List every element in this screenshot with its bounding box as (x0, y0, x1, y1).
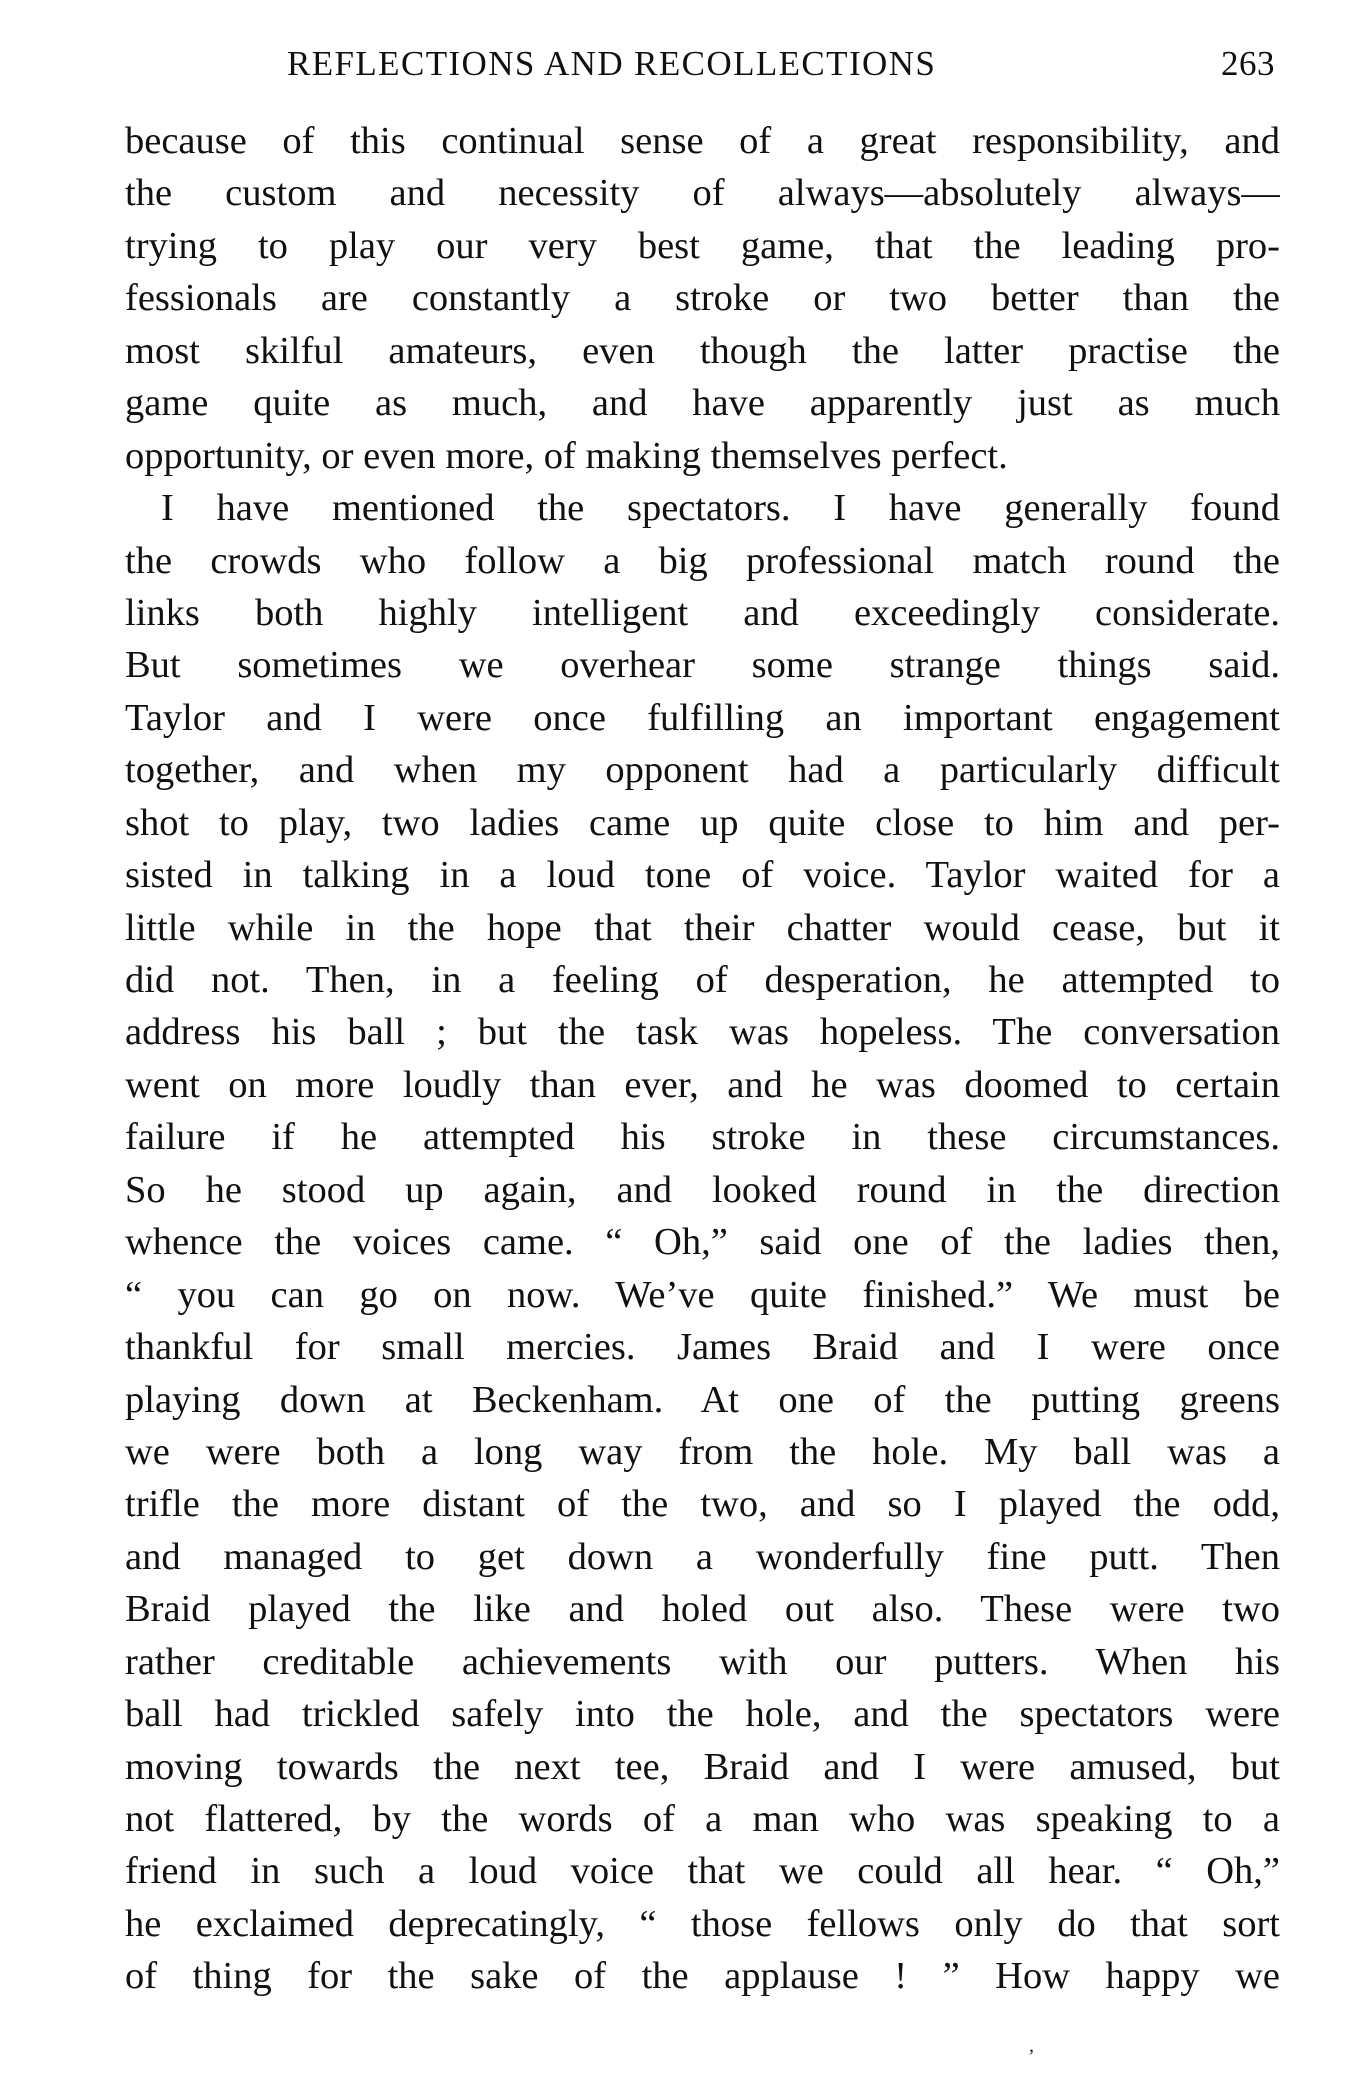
body-text (125, 115, 1280, 2003)
text-line: the custom and necessity of always—absolutely always— (125, 172, 1280, 215)
text-line: game quite as much, and have apparently just as much (125, 382, 1280, 425)
text-line: and managed to get down a wonderfully fine putt. Then (125, 1535, 1280, 1578)
text-line: not flattered, by the words of a man who was speaking to a (125, 1798, 1280, 1840)
text-line: I have mentioned the spectators. I have generally found (161, 487, 1280, 530)
running-title: REFLECTIONS AND RECOLLECTIONS (287, 44, 937, 83)
text-line: address his ball ; but the task was hopeless. The conversation (125, 1011, 1280, 1054)
page-header (125, 44, 1275, 92)
text-line: he exclaimed deprecatingly, “ those fellows only do that sort (125, 1902, 1280, 1945)
text-line: because of this continual sense of a great responsibility, and (125, 120, 1280, 162)
text-line: the crowds who follow a big professional match round the (125, 539, 1280, 582)
text-line: Taylor and I were once fulfilling an important engagement (125, 696, 1280, 739)
footer-mark: ʼ (1028, 2046, 1035, 2068)
text-line: “ you can go on now. We’ve quite finished.” We must be (125, 1273, 1280, 1316)
text-line: moving towards the next tee, Braid and I were amused, but (125, 1745, 1280, 1788)
text-line: failure if he attempted his stroke in these circumstances. (125, 1116, 1280, 1159)
text-line: whence the voices came. “ Oh,” said one of the ladies then, (125, 1221, 1280, 1264)
text-line: trifle the more distant of the two, and so I played the odd, (125, 1483, 1280, 1526)
text-line: links both highly intelligent and exceedingly considerate. (125, 591, 1280, 634)
text-line: sisted in talking in a loud tone of voice. Taylor waited for a (125, 854, 1280, 897)
text-line: opportunity, or even more, of making themselves perfect. (125, 434, 1008, 477)
text-line: But sometimes we overhear some strange things said. (125, 644, 1280, 687)
text-line: trying to play our very best game, that the leading pro- (125, 224, 1280, 267)
text-line: rather creditable achievements with our putters. When his (125, 1640, 1280, 1683)
text-line: playing down at Beckenham. At one of the putting greens (125, 1378, 1280, 1421)
page-number: 263 (1221, 44, 1275, 83)
text-line: thankful for small mercies. James Braid and I were once (125, 1326, 1280, 1369)
text-line: went on more loudly than ever, and he was doomed to certain (125, 1063, 1280, 1106)
text-line: ball had trickled safely into the hole, and the spectators were (125, 1693, 1280, 1736)
text-line: So he stood up again, and looked round in the direction (125, 1168, 1280, 1211)
text-line: friend in such a loud voice that we could all hear. “ Oh,” (125, 1850, 1280, 1893)
text-line: together, and when my opponent had a particularly difficult (125, 749, 1280, 792)
text-line: we were both a long way from the hole. My ball was a (125, 1430, 1280, 1473)
text-line: of thing for the sake of the applause ! ” How happy we (125, 1955, 1280, 1998)
text-line: most skilful amateurs, even though the latter practise the (125, 329, 1280, 372)
text-line: little while in the hope that their chatter would cease, but it (125, 906, 1280, 949)
text-line: did not. Then, in a feeling of desperation, he attempted to (125, 959, 1280, 1001)
text-line: Braid played the like and holed out also. These were two (125, 1588, 1280, 1631)
text-line: fessionals are constantly a stroke or two better than the (125, 277, 1280, 320)
text-line: shot to play, two ladies came up quite close to him and per- (125, 801, 1280, 844)
